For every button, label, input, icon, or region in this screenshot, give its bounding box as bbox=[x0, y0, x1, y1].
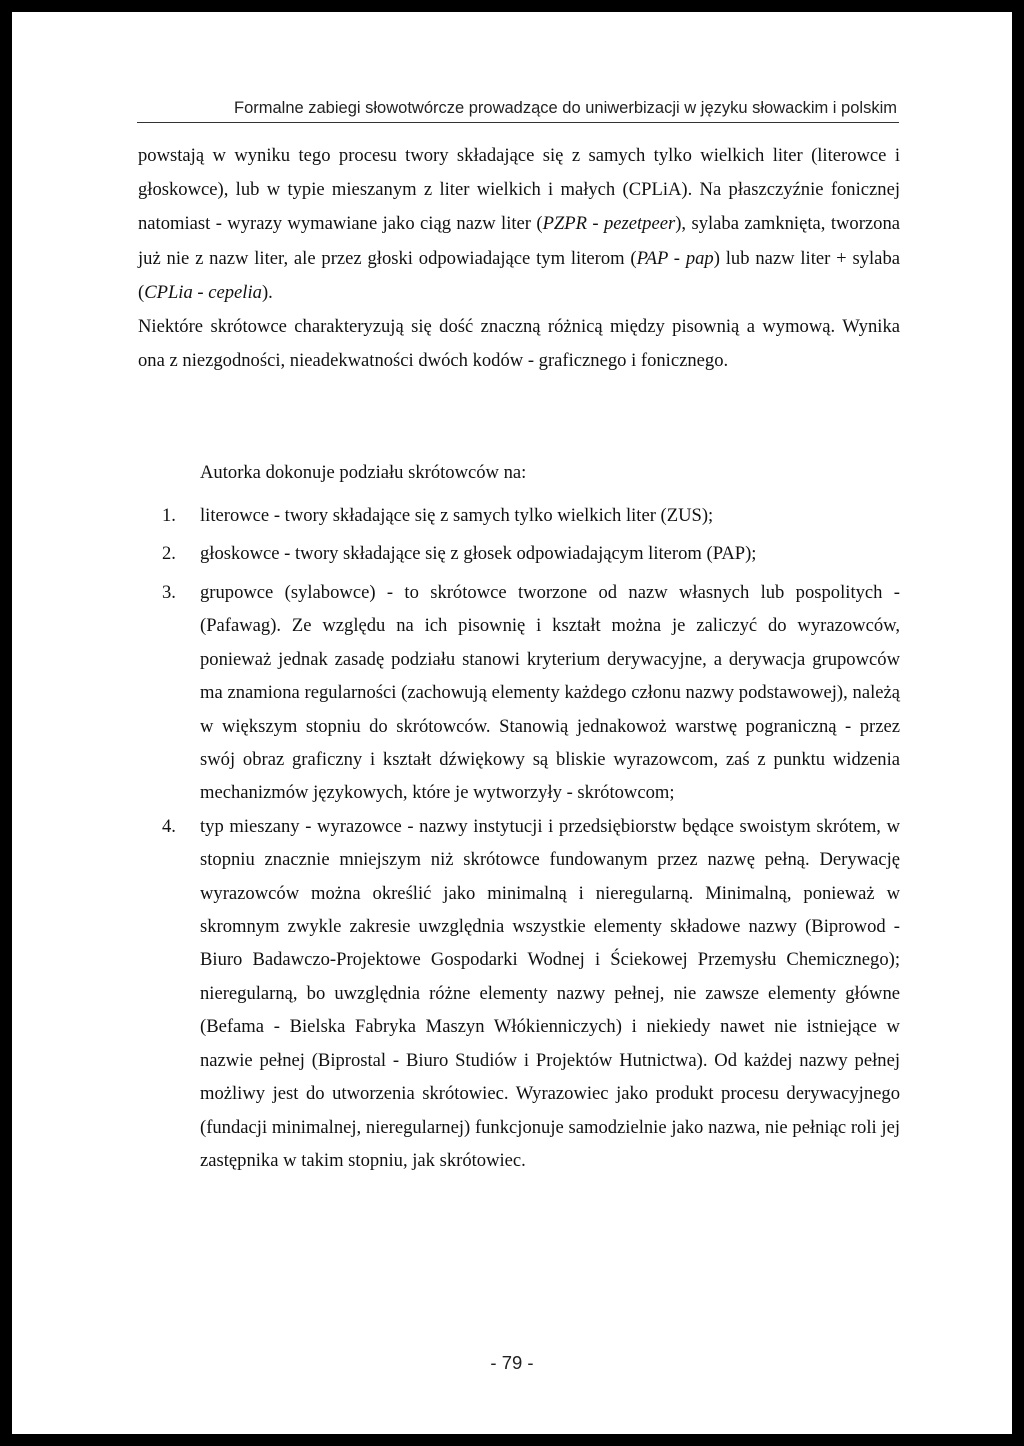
document-page bbox=[12, 12, 1012, 1434]
list-item bbox=[162, 538, 900, 569]
paragraph-1-text-d: ). bbox=[261, 281, 273, 303]
list-intro: Autorka dokonuje podziału skrótowców na: bbox=[200, 462, 527, 483]
list-item bbox=[162, 500, 900, 531]
list-item-number: 4. bbox=[162, 815, 176, 837]
list-item-text: grupowce (sylabowce) - to skrótowce tworzone od nazw własnych lub pospolitych - (Pafawag). Ze względu na ich pisownię i kształt można je zaliczyć do wyrazowców, ponieważ jednak zasadę podziału stanowi kryterium derywacyjne, a derywacja grupowców ma znamiona regularności (zachowują elementy każdego członu nazwy podstawowej), należą w większym stopniu do skrótowców. Stanowią jednakowoż warstwę pograniczną - przez swój obraz graficzny i kształt dźwiękowy są bliskie wyrazowcom, zaś z punktu widzenia mechanizmów językowych, które je wytworzyły - skrótowcom; bbox=[200, 582, 900, 804]
paragraph-1-text-c: ) lub nazw liter + sylaba ( bbox=[138, 247, 900, 303]
example-cplia: CPLia - cepelia bbox=[144, 281, 262, 303]
paragraph-2: Niektóre skrótowce charakteryzują się dość znaczną różnicą między pisownią a wymową. Wynika ona z niezgodności, nieadekwatności dwóch kodów - graficznego i fonicznego. bbox=[138, 316, 900, 372]
list-item-number: 2. bbox=[162, 543, 176, 564]
example-pap: PAP - pap bbox=[636, 247, 714, 269]
paragraph-1-text-b: ), sylaba zamknięta, tworzona już nie z nazw liter, ale przez głoski odpowiadające tym literom ( bbox=[138, 213, 900, 269]
list-item bbox=[162, 576, 900, 810]
page-number: - 79 - bbox=[490, 1352, 534, 1373]
classification-list bbox=[162, 500, 900, 1177]
body-paragraphs bbox=[138, 139, 900, 378]
example-pzpr: PZPR - pezetpeer bbox=[542, 213, 676, 235]
paragraph-1 bbox=[138, 139, 900, 310]
list-item-number: 3. bbox=[162, 582, 176, 603]
header-rule bbox=[137, 122, 899, 123]
list-item-number: 1. bbox=[162, 505, 176, 526]
list-item-text: głoskowce - twory składające się z głosek odpowiadającym literom (PAP); bbox=[200, 543, 757, 564]
paragraph-1-text-a: powstają w wyniku tego procesu twory składające się z samych tylko wielkich liter (literowce i głoskowce), lub w typie mieszanym z liter wielkich i małych (CPLiA). Na płaszczyźnie fonicznej natomiast - wyrazy wymawiane jako ciąg nazw liter ( bbox=[138, 145, 900, 235]
list-item-text: typ mieszany - wyrazowce - nazwy instytucji i przedsiębiorstw będące swoistym skrótem, w stopniu znacznie mniejszym niż skrótowce fundowanym przez nazwę pełną. Derywację wyrazowców można określić jako minimalną i nieregularną. Minimalną, ponieważ w skromnym zwykle zakresie uwzględnia wszystkie elementy składowe nazwy (Biprowod - Biuro Badawczo-Projektowe Gospodarki Wodnej i Ściekowej Przemysłu Chemicznego); nieregularną, bo uwzględnia różne elementy nazwy pełnej, nie zawsze elementy główne (Befama - Bielska Fabryka Maszyn Włókienniczych) i niekiedy nawet nie istniejące w nazwie pełnej (Biprostal - Biuro Studiów i Projektów Hutnictwa). Od każdej nazwy pełnej możliwy jest do utworzenia skrótowiec. Wyrazowiec jako produkt procesu derywacyjnego (fundacji minimalnej, nieregularnej) funkcjonuje samodzielnie jako nazwa, nie pełniąc roli jej zastępnika w takim stopniu, jak skrótowiec. bbox=[200, 815, 900, 1171]
list-item bbox=[162, 810, 900, 1177]
list-item-text: literowce - twory składające się z samych tylko wielkich liter (ZUS); bbox=[200, 505, 714, 526]
running-header: Formalne zabiegi słowotwórcze prowadzące do uniwerbizacji w języku słowackim i polskim bbox=[233, 99, 897, 117]
